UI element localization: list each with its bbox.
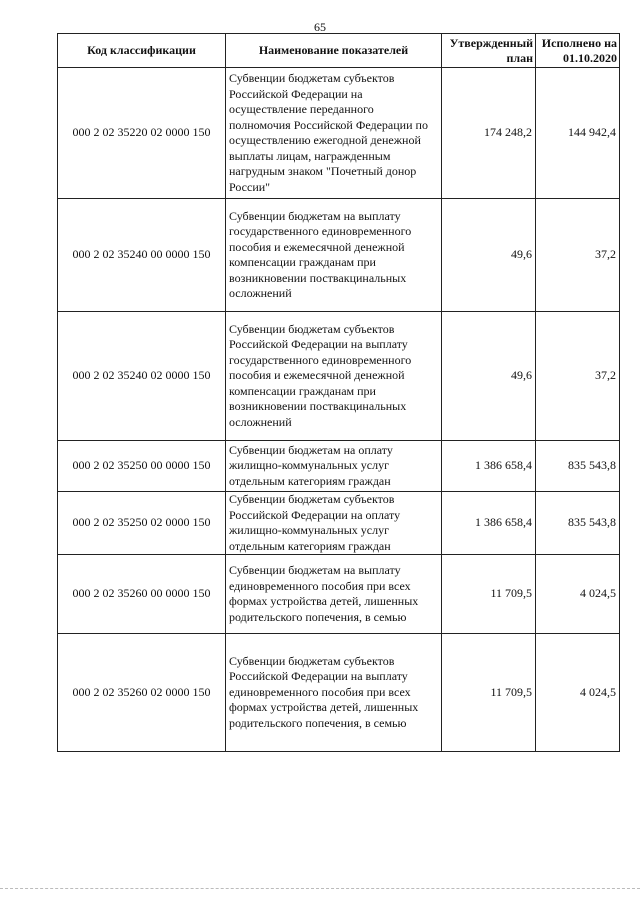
table-row — [58, 634, 620, 752]
row-done: 37,2 — [536, 312, 620, 441]
table-row — [58, 199, 620, 312]
row-name: Субвенции бюджетам на выплату государственного единовременного пособия и ежемесячной денежной компенсации гражданам при возникновении поствакцинальных осложнений — [226, 199, 442, 312]
row-done: 4 024,5 — [536, 634, 620, 752]
header-plan: Утвержденный план — [442, 34, 536, 68]
row-done: 835 543,8 — [536, 492, 620, 555]
header-done: Исполнено на 01.10.2020 — [536, 34, 620, 68]
row-code: 000 2 02 35260 00 0000 150 — [58, 555, 226, 634]
row-code: 000 2 02 35250 00 0000 150 — [58, 441, 226, 492]
row-done: 835 543,8 — [536, 441, 620, 492]
row-name: Субвенции бюджетам на оплату жилищно-коммунальных услуг отдельным категориям граждан — [226, 441, 442, 492]
page-number: 65 — [314, 20, 326, 34]
table-row — [58, 492, 620, 555]
table-body — [58, 68, 620, 752]
row-code: 000 2 02 35240 02 0000 150 — [58, 312, 226, 441]
header-name: Наименование показателей — [226, 34, 442, 68]
table-row — [58, 312, 620, 441]
table-row — [58, 68, 620, 199]
row-plan: 49,6 — [442, 312, 536, 441]
row-code: 000 2 02 35240 00 0000 150 — [58, 199, 226, 312]
row-done: 37,2 — [536, 199, 620, 312]
row-done: 4 024,5 — [536, 555, 620, 634]
table-row — [58, 441, 620, 492]
row-done: 144 942,4 — [536, 68, 620, 199]
row-name: Субвенции бюджетам субъектов Российской Федерации на выплату единовременного пособия при всех формах устройства детей, лишенных родительского попечения, в семью — [226, 634, 442, 752]
header-row — [58, 34, 620, 68]
budget-table — [57, 33, 620, 752]
row-plan: 1 386 658,4 — [442, 492, 536, 555]
table-row — [58, 555, 620, 634]
row-name: Субвенции бюджетам субъектов Российской Федерации на выплату государственного единовременного пособия и ежемесячной денежной компенсации гражданам при возникновении поствакцинальных осложнений — [226, 312, 442, 441]
table-header — [58, 34, 620, 68]
row-code: 000 2 02 35260 02 0000 150 — [58, 634, 226, 752]
row-code: 000 2 02 35250 02 0000 150 — [58, 492, 226, 555]
row-name: Субвенции бюджетам на выплату единовременного пособия при всех формах устройства детей, лишенных родительского попечения, в семью — [226, 555, 442, 634]
row-plan: 11 709,5 — [442, 634, 536, 752]
row-code: 000 2 02 35220 02 0000 150 — [58, 68, 226, 199]
row-plan: 11 709,5 — [442, 555, 536, 634]
row-plan: 1 386 658,4 — [442, 441, 536, 492]
page-bottom-divider — [0, 888, 640, 889]
row-plan: 174 248,2 — [442, 68, 536, 199]
row-name: Субвенции бюджетам субъектов Российской Федерации на осуществление переданного полномочия Российской Федерации по осуществлению ежегодной денежной выплаты лицам, награжденным нагрудным знаком "Почетный донор России" — [226, 68, 442, 199]
row-name: Субвенции бюджетам субъектов Российской Федерации на оплату жилищно-коммунальных услуг отдельным категориям граждан — [226, 492, 442, 555]
header-code: Код классификации — [58, 34, 226, 68]
row-plan: 49,6 — [442, 199, 536, 312]
